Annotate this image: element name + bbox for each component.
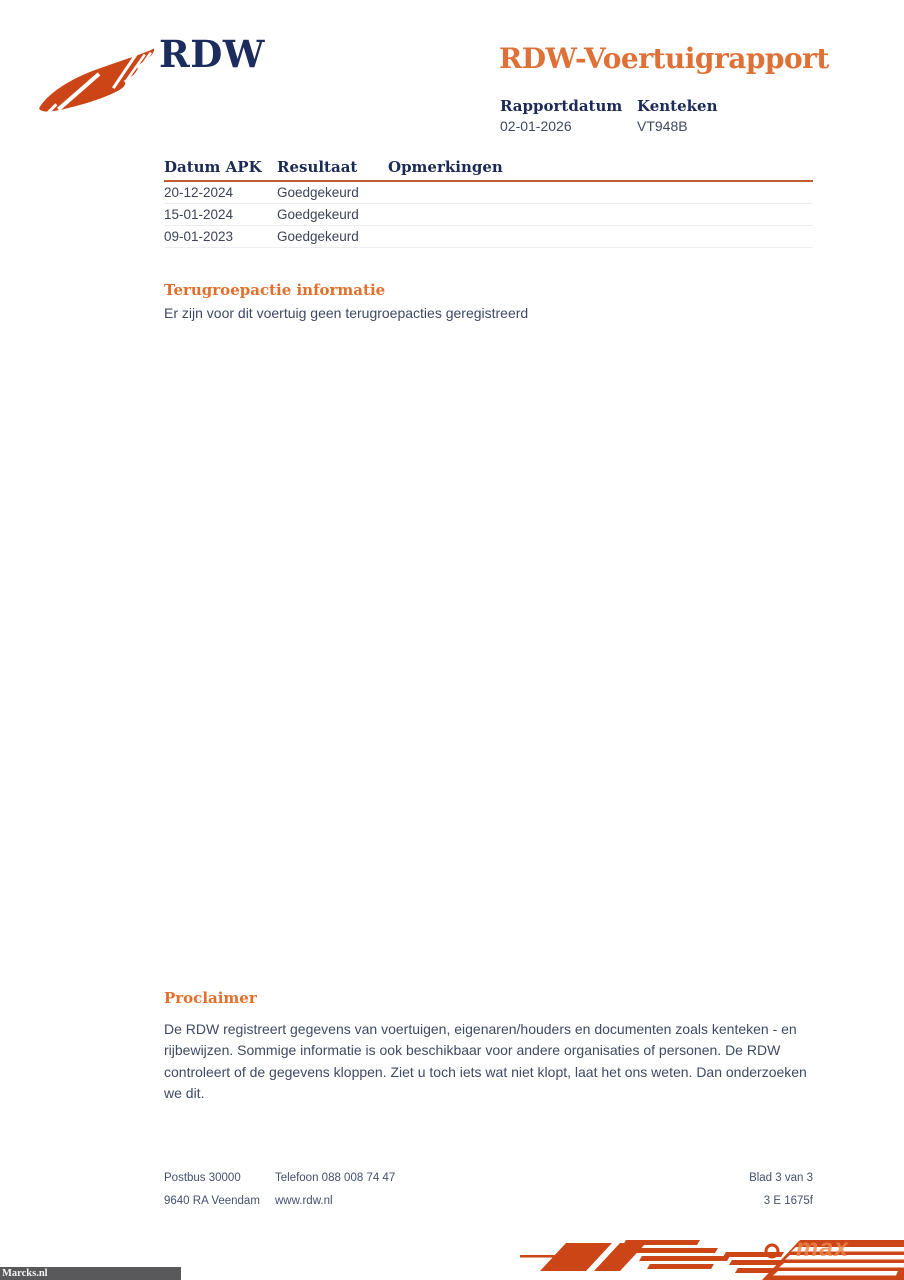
table-row [164,226,813,248]
footer-postcode: 9640 RA Veendam [164,1195,260,1207]
site-watermark-bar: Marcks.nl [0,1267,181,1280]
rdw-feather-icon [36,46,156,120]
footer-page-number: Blad 3 van 3 [749,1172,813,1184]
footer-telefoon: Telefoon 088 008 74 47 [275,1172,396,1184]
stripe-watermark-text: max [796,1234,850,1262]
cell-resultaat: Goedgekeurd [277,207,359,222]
footer-postbus: Postbus 30000 [164,1172,241,1184]
column-header-opmerkingen: Opmerkingen [388,158,503,176]
table-header-row [164,158,813,182]
terugroepactie-heading: Terugroepactie informatie [164,281,386,299]
column-header-datum-apk: Datum APK [164,158,262,176]
table-row [164,182,813,204]
footer-document-code: 3 E 1675f [763,1195,813,1207]
cell-resultaat: Goedgekeurd [277,185,359,200]
proclaimer-heading: Proclaimer [164,989,257,1007]
footer-website: www.rdw.nl [275,1195,333,1207]
kenteken-label: Kenteken [637,97,718,115]
cell-datum-apk: 15-01-2024 [164,207,234,222]
proclaimer-body: De RDW registreert gegevens van voertuigen, eigenaren/houders en documenten zoals kenteken - en rijbewijzen. Sommige informatie is ook beschikbaar voor andere organisaties of personen. De RDW controleert of de gegevens kloppen. Ziet u toch iets wat niet klopt, laat het ons weten. Dan onderzoeken we dit. [164,1021,807,1101]
cell-resultaat: Goedgekeurd [277,229,359,244]
rapportdatum-label: Rapportdatum [500,97,623,115]
table-row [164,204,813,226]
rdw-logo-text: RDW [159,32,265,76]
page-title: RDW-Voertuigrapport [499,42,829,75]
cell-datum-apk: 09-01-2023 [164,229,234,244]
apk-history-table [164,158,813,248]
rapportdatum-value: 02-01-2026 [500,118,572,134]
footer-row-2 [164,1195,813,1209]
footer-row-1 [164,1172,813,1186]
kenteken-value: VT948B [637,118,688,134]
column-header-resultaat: Resultaat [277,158,358,176]
terugroepactie-body: Er zijn voor dit voertuig geen terugroepacties geregistreerd [164,305,529,321]
cell-datum-apk: 20-12-2024 [164,185,234,200]
